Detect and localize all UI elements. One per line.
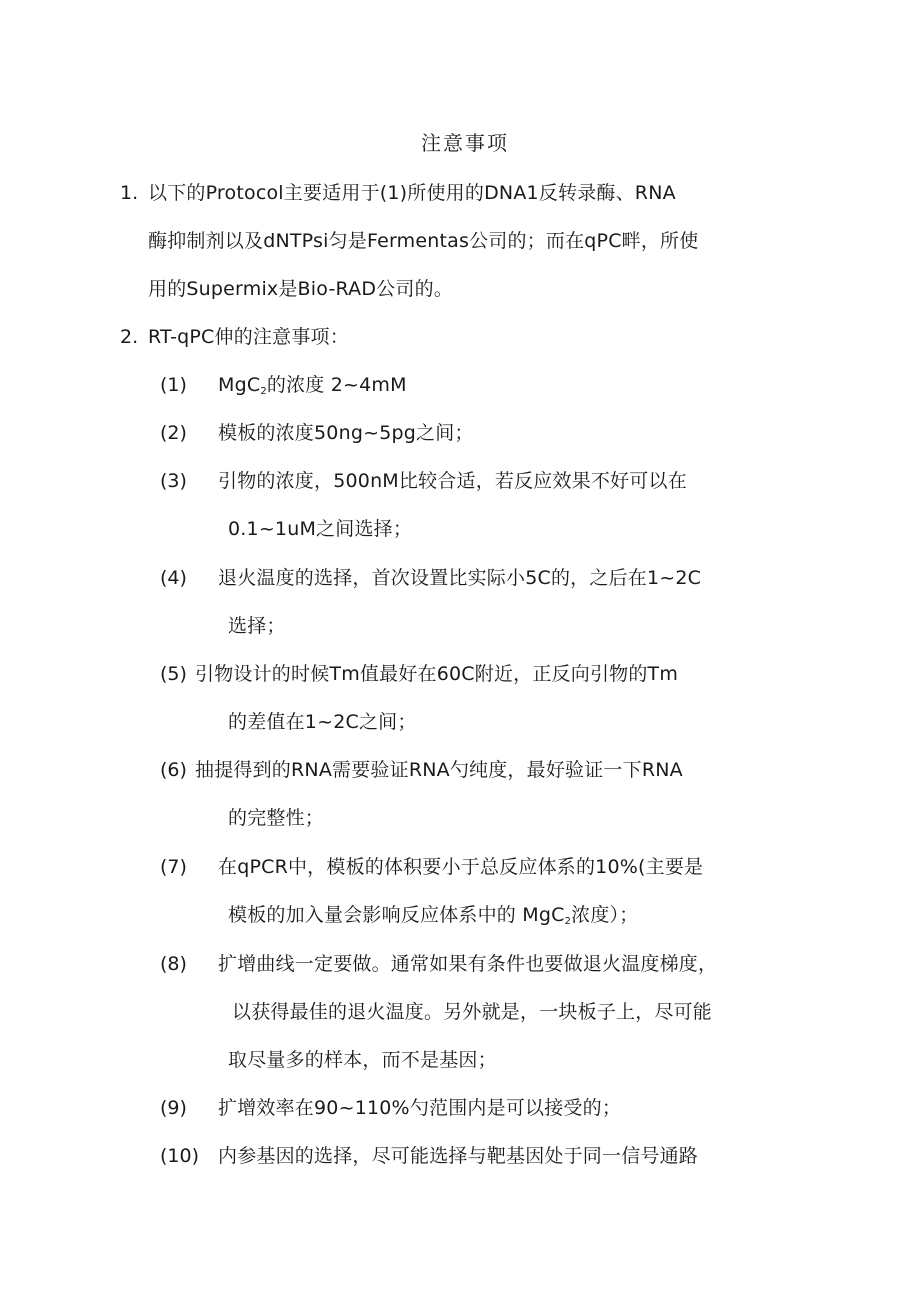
subitem-8-line-1: 扩增曲线一定要做。通常如果有条件也要做退火温度梯度， (218, 953, 718, 975)
subitem-7-subscript: 2 (564, 916, 572, 927)
item-1-line-1: 以下的Protocol主要适用于(1)所使用的DNA1反转录酶、RNA (148, 182, 676, 204)
subitem-3-number: (3) (160, 470, 187, 492)
subitem-7-number: (7) (160, 856, 187, 878)
subitem-6-line-1: 抽提得到的RNA需要验证RNA勺纯度，最好验证一下RNA (195, 759, 683, 781)
item-1-line-2: 酶抑制剂以及dNTPsi匀是Fermentas公司的；而在qPC畔，所使 (148, 230, 699, 252)
subitem-10-number: (10) (160, 1145, 200, 1167)
subitem-7-part-a: 模板的加入量会影响反应体系中的 MgC (228, 904, 565, 926)
subitem-9-number: (9) (160, 1097, 187, 1119)
subitem-7-line-2 (228, 903, 638, 931)
subitem-2-number: (2) (160, 422, 187, 444)
item-2-number: 2. (120, 326, 139, 348)
subitem-9-text: 扩增效率在90~110%勺范围内是可以接受的； (218, 1097, 622, 1119)
subitem-4-line-1: 退火温度的选择，首次设置比实际小5C的，之后在1~2C (218, 567, 702, 589)
subitem-4-line-2: 选择； (228, 615, 286, 637)
subitem-3-line-2: 0.1~1uM之间选择； (228, 518, 413, 540)
subitem-2-text: 模板的浓度50ng~5pg之间； (218, 422, 474, 444)
subitem-6-line-2: 的完整性； (228, 807, 325, 829)
subitem-8-line-2: 以获得最佳的退火温度。另外就是，一块板子上，尽可能 (232, 1001, 713, 1023)
subitem-5-line-1: 引物设计的时候Tm值最好在60C附近，正反向引物的Tm (195, 663, 679, 685)
subitem-8-number: (8) (160, 953, 187, 975)
subitem-1-subscript: 2 (260, 386, 267, 397)
subitem-1-number: (1) (160, 374, 187, 396)
item-1-number: 1. (120, 182, 139, 204)
item-1-line-3: 用的Supermix是Bio-RAD公司的。 (148, 278, 453, 300)
subitem-1-part-b: 的浓度 2~4mM (266, 374, 407, 396)
subitem-7-line-1: 在qPCR中，模板的体积要小于总反应体系的10%(主要是 (218, 856, 704, 878)
subitem-1-part-a: MgC (218, 374, 261, 396)
item-2-text: RT-qPC伸的注意事项： (148, 326, 349, 348)
subitem-7-part-b: 浓度）； (571, 904, 639, 926)
subitem-5-line-2: 的差值在1~2C之间； (228, 711, 417, 733)
subitem-1-text (218, 373, 407, 401)
page-title: 注意事项 (421, 131, 509, 155)
subitem-8-line-3: 取尽量多的样本，而不是基因； (228, 1049, 497, 1071)
subitem-5-number: (5) (160, 663, 187, 685)
subitem-10-text: 内参基因的选择，尽可能选择与靶基因处于同一信号通路 (218, 1145, 699, 1167)
subitem-3-line-1: 引物的浓度，500nM比较合适，若反应效果不好可以在 (218, 470, 687, 492)
subitem-6-number: (6) (160, 759, 187, 781)
subitem-4-number: (4) (160, 567, 187, 589)
